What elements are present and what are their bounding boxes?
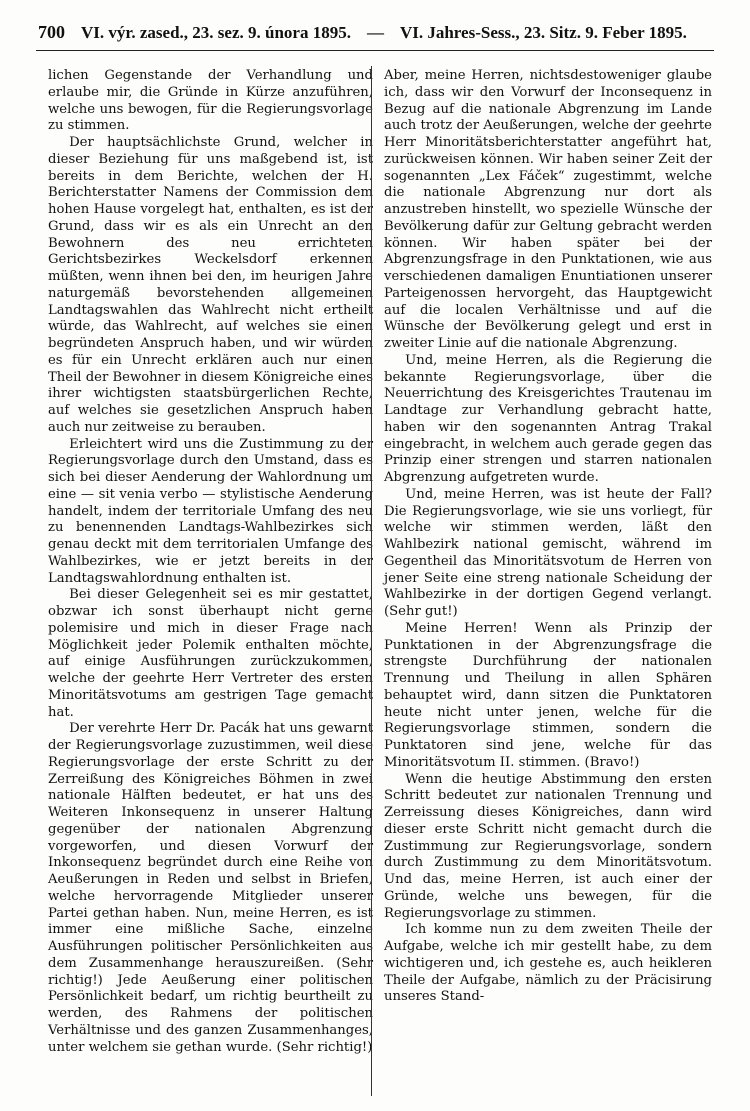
right-column xyxy=(384,68,712,1006)
paragraph: Erleichtert wird uns die Zustimmung zu der Regierungsvorlage durch den Umstand, dass es sich bei dieser Aenderung der Wahlordnung um eine — sit venia verbo — stylistische Aenderung handelt, indem der territoriale Umfang des neu zu benennenden Landtags-Wahlbezirkes sich genau deckt mit dem territorialen Umfange des Wahlbezirkes, wie er jetzt bereits in der Landtagswahlordnung enthalten ist. xyxy=(48,436,373,586)
paragraph: Der hauptsächlichste Grund, welcher in dieser Beziehung für uns maßgebend ist, ist bereits in dem Berichte, welchen der H. Berichterstatter Namens der Commission dem hohen Hause vorgelegt hat, enthalten, es ist der Grund, dass wir es als ein Unrecht an den Bewohnern des neu errichteten Gerichtsbezirkes Weckelsdorf erkennen müßten, wenn ihnen bei den, im heurigen Jahre naturgemäß bevorstehenden allgemeinen Landtagswahlen das Wahlrecht nicht ertheilt würde, das Wahlrecht, auf welches sie einen begründeten Anspruch haben, und wir würden es für ein Unrecht erklären auch nur einen Theil der Bewohner in diesem Königreiche eines ihrer wichtigsten staatsbürgerlichen Rechte, auf welches sie gesetzlichen Anspruch haben auch nur zeitweise zu berauben. xyxy=(48,135,373,435)
paragraph: Ich komme nun zu dem zweiten Theile der Aufgabe, welche ich mir gestellt habe, zu dem wichtigeren und, ich gestehe es, auch heikleren Theile der Aufgabe, nämlich zu der Präcisirung unseres Stand- xyxy=(384,922,712,1005)
page-number: 700 xyxy=(38,22,65,42)
page-header xyxy=(38,22,712,52)
paragraph: Meine Herren! Wenn als Prinzip der Punktationen in der Abgrenzungsfrage die strengste Durchführung der nationalen Trennung und Theilung in allen Sphären behauptet wird, dann sitzen die Punktatoren heute nicht unter jenen, welche für die Regierungsvorlage stimmen, sondern die Punktatoren sind jene, welche für das Minoritätsvotum II. stimmen. (Bravo!) xyxy=(384,620,712,770)
header-german: VI. Jahres-Sess., 23. Sitz. 9. Feber 1895. xyxy=(399,23,687,42)
header-czech: VI. výr. zased., 23. sez. 9. února 1895. xyxy=(81,23,351,42)
header-rule xyxy=(36,50,714,51)
column-divider xyxy=(371,66,372,1096)
paragraph: Der verehrte Herr Dr. Pacák hat uns gewarnt der Regierungsvorlage zuzustimmen, weil diese Regierungsvorlage der erste Schritt zu der Zerreißung des Königreiches Böhmen in zwei nationale Hälften bedeutet, er hat uns des Weiteren Inkonsequenz in unserer Haltung gegenüber der nationalen Abgrenzung vorgeworfen, und diesen Vorwurf der Inkonsequenz begründet durch eine Reihe von Aeußerungen in Reden und selbst in Briefen, welche hervorragende Mitglieder unserer Partei gethan haben. Nun, meine Herren, es ist immer eine mißliche Sache, einzelne Ausführungen politischer Persönlichkeiten aus dem Zusammenhange herauszureißen. (Sehr richtig!) Jede Aeußerung einer politischen Persönlichkeit bedarf, um richtig beurtheilt zu werden, des Rahmens der politischen Verhältnisse und des ganzen Zusammenhanges, unter welchem sie gethan wurde. (Sehr richtig!) xyxy=(48,721,373,1055)
paragraph: Aber, meine Herren, nichtsdestoweniger glaube ich, dass wir den Vorwurf der Inconsequenz in Bezug auf die nationale Abgrenzung im Lande auch trotz der Aeußerungen, welche der geehrte Herr Minoritätsberichterstatter angeführt hat, zurückweisen können. Wir haben seiner Zeit der sogenannten „Lex Fáček“ zugestimmt, welche die nationale Abgrenzung nur dort als anzustreben hinstellt, wo spezielle Wünsche der Bevölkerung dafür zur Geltung gebracht werden können. Wir haben später bei der Abgrenzungsfrage in den Punktationen, wie aus verschiedenen damaligen Enuntiationen unserer Parteigenossen hervorgeht, das Hauptgewicht auf die localen Verhältnisse und auf die Wünsche der Bevölkerung gelegt und erst in zweiter Linie auf die nationale Abgrenzung. xyxy=(384,68,712,351)
paragraph: Wenn die heutige Abstimmung den ersten Schritt bedeutet zur nationalen Trennung und Zerreissung dieses Königreiches, dann wird dieser erste Schritt nicht gemacht durch die Zustimmung zur Regierungsvorlage, sondern durch Zustimmung zu dem Minoritätsvotum. Und das, meine Herren, ist auch einer der Gründe, welche uns bewegen, für die Regierungsvorlage zu stimmen. xyxy=(384,771,712,921)
paragraph: Und, meine Herren, als die Regierung die bekannte Regierungsvorlage, über die Neuerrichtung des Kreisgerichtes Trautenau im Landtage zur Verhandlung gebracht hatte, haben wir den sogenannten Antrag Trakal eingebracht, in welchem auch gerade gegen das Prinzip einer strengen und starren nationalen Abgrenzung aufgetreten wurde. xyxy=(384,352,712,485)
paragraph: Bei dieser Gelegenheit sei es mir gestattet, obzwar ich sonst überhaupt nicht gerne polemisire und mich in dieser Frage nach Möglichkeit jeder Polemik enthalten möchte, auf einige Ausführungen zurückzukommen, welche der geehrte Herr Vertreter des ersten Minoritätsvotums am gestrigen Tage gemacht hat. xyxy=(48,587,373,720)
left-column xyxy=(48,68,373,1056)
header-dash: — xyxy=(366,23,384,42)
paragraph: Und, meine Herren, was ist heute der Fall? Die Regierungsvorlage, wie sie uns vorliegt, für welche wir stimmen werden, läßt den Wahlbezirk national gemischt, während im Gegentheil das Minoritätsvotum de Herren von jener Seite eine streng nationale Scheidung der Wahlbezirke in der dortigen Gegend verlangt. (Sehr gut!) xyxy=(384,486,712,619)
paragraph: lichen Gegenstande der Verhandlung und erlaube mir, die Gründe in Kürze anzuführen, welche uns bewogen, für die Regierungsvorlage zu stimmen. xyxy=(48,68,373,134)
